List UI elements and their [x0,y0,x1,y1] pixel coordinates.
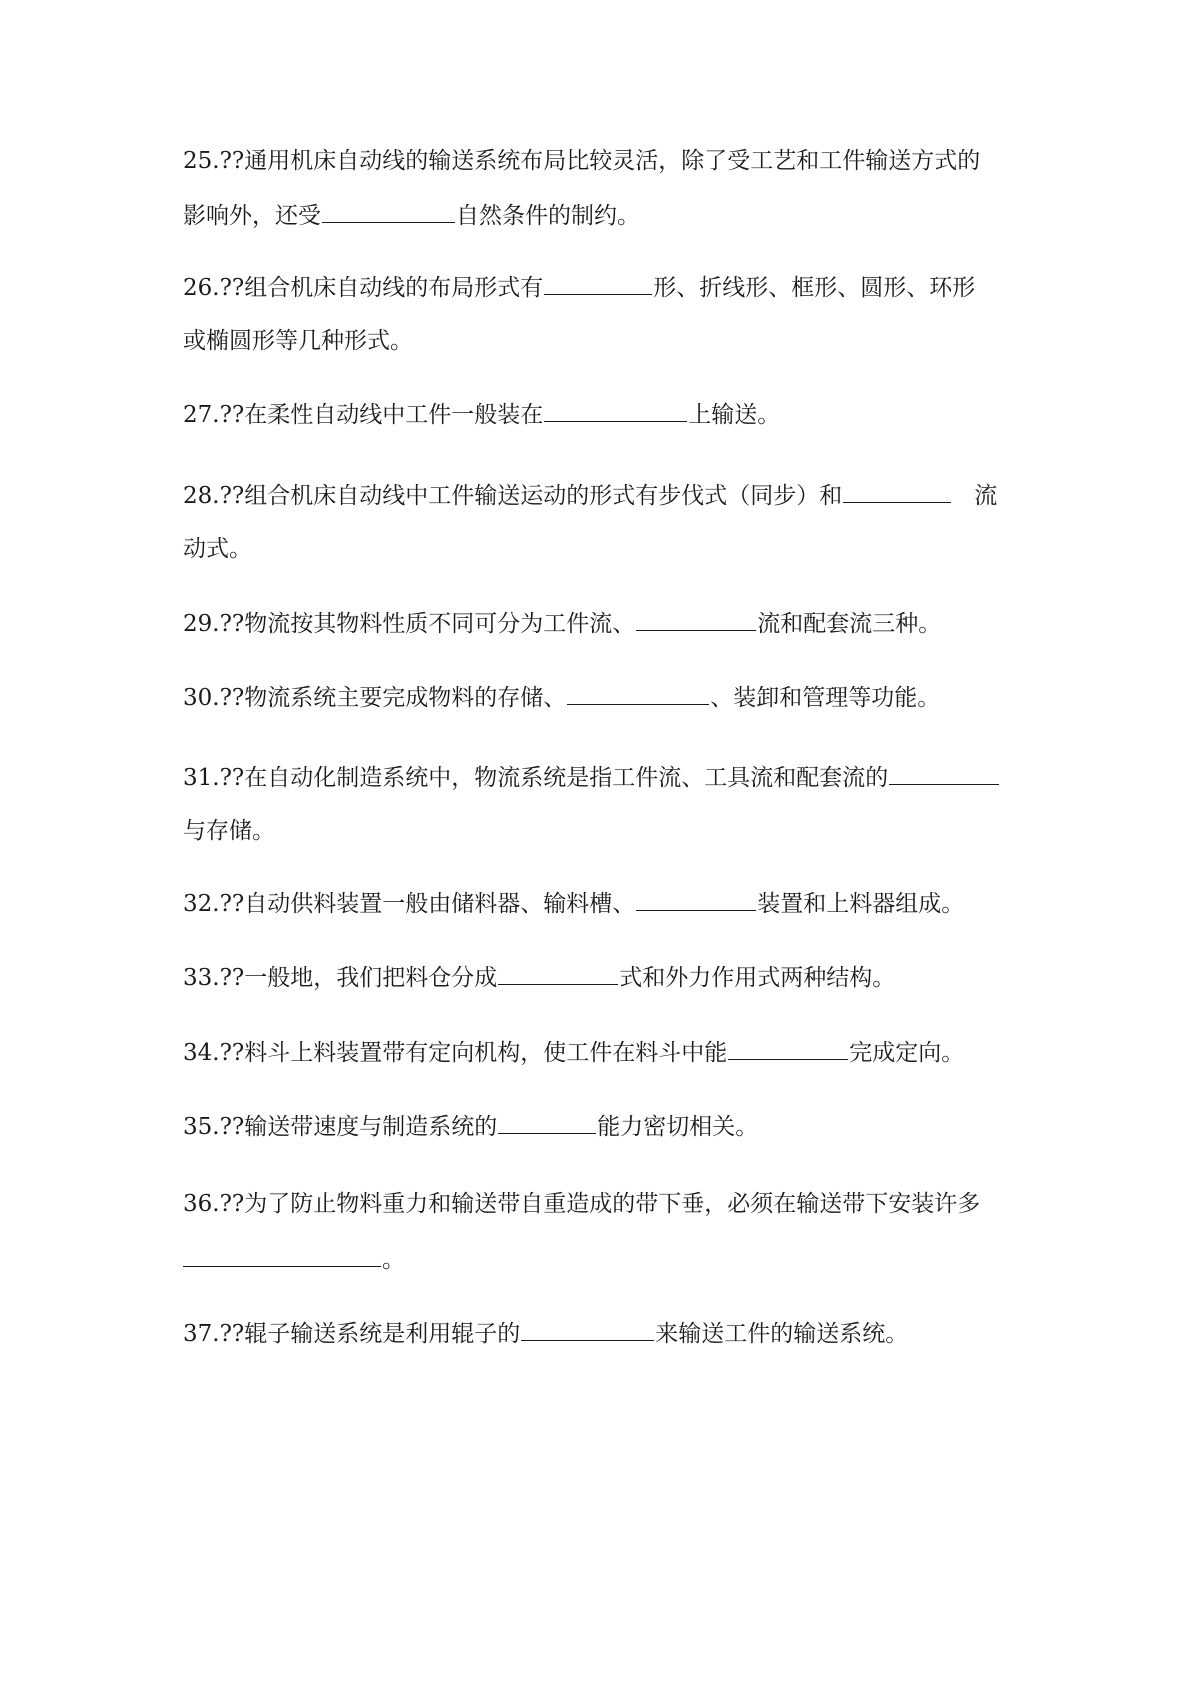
question-33-line-1: 33.??一般地，我们把料仓分成 式和外力作用式两种结构。 [183,962,1023,993]
question-25-line-1: 25.??通用机床自动线的输送系统布局比较灵活，除了受工艺和工件输送方式的 [183,148,981,174]
answer-blank [636,608,756,631]
question-28-line-1: 28.??组合机床自动线中工件输送运动的形式有步伐式（同步）和 流 [183,480,1023,511]
question-31-line-2: 与存储。 [183,818,275,844]
question-35-line-1: 35.??输送带速度与制造系统的 能力密切相关。 [183,1111,1023,1142]
question-32-line-1: 32.??自动供料装置一般由储料器、输料槽、 装置和上料器组成。 [183,888,1023,919]
question-26-line-2: 或椭圆形等几种形式。 [183,328,413,354]
question-37-line-1: 37.??辊子输送系统是利用辊子的 来输送工件的输送系统。 [183,1318,1023,1349]
answer-blank [521,1318,654,1341]
answer-blank [728,1037,848,1060]
question-26-line-1: 26.??组合机床自动线的布局形式有 形、折线形、框形、圆形、环形 [183,272,1023,303]
question-36-line-1: 36.??为了防止物料重力和输送带自重造成的带下垂，必须在输送带下安装许多 [183,1191,981,1217]
answer-blank [544,399,687,422]
answer-blank [322,200,455,223]
question-25-line-2: 影响外，还受 自然条件的制约。 [183,200,1023,231]
question-27-line-1: 27.??在柔性自动线中工件一般装在 上输送。 [183,399,1023,430]
question-30-line-1: 30.??物流系统主要完成物料的存储、 、装卸和管理等功能。 [183,682,1023,713]
answer-blank [498,962,618,985]
answer-blank [567,682,709,705]
question-29-line-1: 29.??物流按其物料性质不同可分为工件流、 流和配套流三种。 [183,608,1023,639]
answer-blank [498,1111,596,1134]
answer-blank [636,888,756,911]
answer-blank [183,1244,381,1267]
answer-blank [889,762,999,785]
question-34-line-1: 34.??料斗上料装置带有定向机构，使工件在料斗中能 完成定向。 [183,1037,1023,1068]
question-36-line-2: 。 [183,1244,1023,1275]
answer-blank [544,272,652,295]
question-31-line-1: 31.??在自动化制造系统中，物流系统是指工件流、工具流和配套流的 [183,762,1023,793]
answer-blank [843,480,951,503]
question-28-line-2: 动式。 [183,536,252,562]
